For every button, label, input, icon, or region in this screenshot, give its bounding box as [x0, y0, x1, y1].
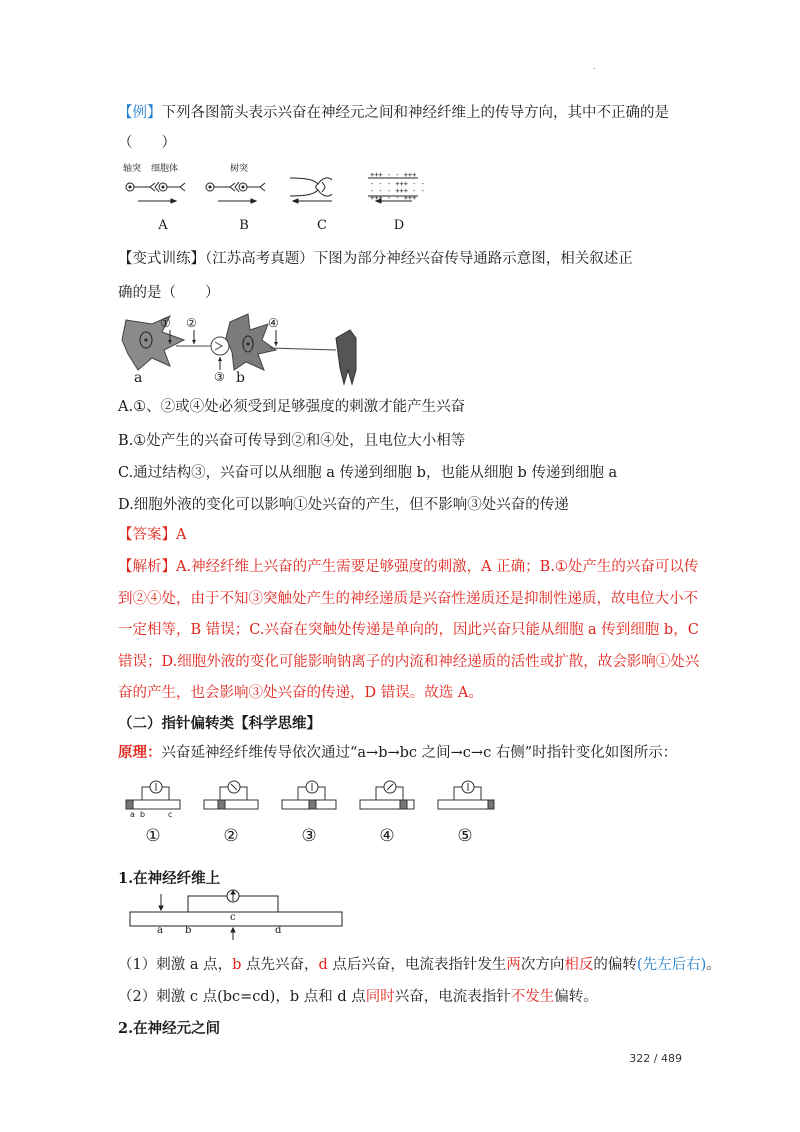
- page-number: 322 / 489: [629, 1052, 682, 1065]
- top-dot: .: [593, 62, 596, 71]
- variant-question: 【变式训练】（江苏高考真题）下图为部分神经兴奋传导通路示意图，相关叙述正: [118, 251, 633, 267]
- choice-a: A.①、②或④处必须受到足够强度的刺激才能产生兴奋: [118, 399, 466, 415]
- choice-b: B.①处产生的兴奋可传导到②和④处，且电位大小相等: [118, 433, 466, 449]
- label-soma: 细胞体: [151, 164, 179, 174]
- panel1-letter-c: c: [168, 810, 173, 819]
- panel-number-1: ①: [145, 826, 161, 846]
- option-label-d: D: [393, 218, 405, 233]
- example-question: 【例】下列各图箭头表示兴奋在神经元之间和神经纤维上的传导方向，其中不正确的是: [118, 105, 669, 121]
- fiber-figure: [128, 884, 348, 944]
- analysis-line-2: 到②④处，由于不知③突触处产生的神经递质是兴奋性递质还是抑制性递质，故电位大小不: [118, 591, 698, 607]
- analysis-line-4: 错误；D.细胞外液的变化可能影响钠离子的内流和神经递质的活性或扩散，故会影响①处兴: [118, 654, 700, 670]
- panel-number-3: ③: [301, 826, 317, 846]
- fiber-point-a: a: [157, 925, 163, 936]
- label-dendrite: 树突: [230, 164, 249, 174]
- example-figure: [118, 158, 458, 238]
- svg-text:- - - +++ - -: - - - +++ - -: [370, 187, 425, 195]
- mark-4: ④: [268, 316, 279, 330]
- panel-number-2: ②: [223, 826, 239, 846]
- section2-heading: （二）指针偏转类【科学思维】: [118, 715, 321, 732]
- panel-number-5: ⑤: [457, 826, 473, 846]
- analysis-line-1: 【解析】A.神经纤维上兴奋的产生需要足够强度的刺激，A 正确；B.①处产生的兴奋可以传: [118, 559, 699, 575]
- choice-c: C.通过结构③，兴奋可以从细胞 a 传递到细胞 b，也能从细胞 b 传递到细胞 a: [118, 465, 618, 481]
- sub2-heading: 2.在神经元之间: [118, 1020, 221, 1037]
- svg-text:+++ - - +++: +++ - - +++: [370, 194, 417, 202]
- fiber-point-d: d: [275, 925, 282, 936]
- analysis-line-5: 奋的产生，也会影响③处兴奋的传递，D 错误。故选 A。: [118, 685, 483, 701]
- svg-text:+++ - - +++: +++ - - +++: [370, 171, 417, 179]
- panel1-letter-a: a: [130, 810, 135, 819]
- option-label-c: C: [317, 218, 327, 233]
- svg-text:- - - +++ - -: - - - +++ - -: [370, 180, 425, 188]
- fiber-point-b: b: [185, 925, 192, 936]
- cell-b-label: b: [236, 370, 245, 386]
- neuron-pathway-figure: [118, 308, 368, 393]
- option-label-b: B: [239, 218, 249, 233]
- sub1-item2: （2）刺激 c 点(bc=cd)，b 点和 d 点同时兴奋，电流表指针不发生偏转。: [118, 989, 598, 1005]
- fiber-point-c: c: [230, 912, 236, 923]
- option-label-a: A: [158, 218, 168, 233]
- label-axon: 轴突: [123, 164, 142, 174]
- panel1-letter-b: b: [140, 810, 146, 819]
- variant-question-line2: 确的是（ ）: [118, 285, 220, 301]
- example-paren: （ ）: [118, 135, 176, 151]
- choice-d: D.细胞外液的变化可以影响①处兴奋的产生，但不影响③处兴奋的传递: [118, 497, 569, 513]
- answer: 【答案】A: [118, 527, 187, 543]
- deflection-panels: [118, 770, 508, 850]
- mark-3: ③: [214, 370, 225, 384]
- mark-2: ②: [186, 316, 197, 330]
- sub1-item1: （1）刺激 a 点，b 点先兴奋，d 点后兴奋，电流表指针发生两次方向相反的偏转(先左后右)。: [118, 957, 721, 973]
- mark-1: ①: [160, 316, 171, 330]
- example-tag: 【例】: [118, 105, 162, 121]
- principle: 原理：兴奋延神经纤维传导依次通过“a→b→bc 之间→c→c 右侧”时指针变化如图所示：: [118, 744, 678, 761]
- analysis-line-3: 一定相等，B 错误；C.兴奋在突触处传递是单向的，因此兴奋只能从细胞 a 传到细胞 b，C: [118, 622, 699, 638]
- cell-a-label: a: [134, 370, 143, 386]
- panel-number-4: ④: [379, 826, 395, 846]
- sub1-heading: 1.在神经纤维上: [118, 870, 221, 887]
